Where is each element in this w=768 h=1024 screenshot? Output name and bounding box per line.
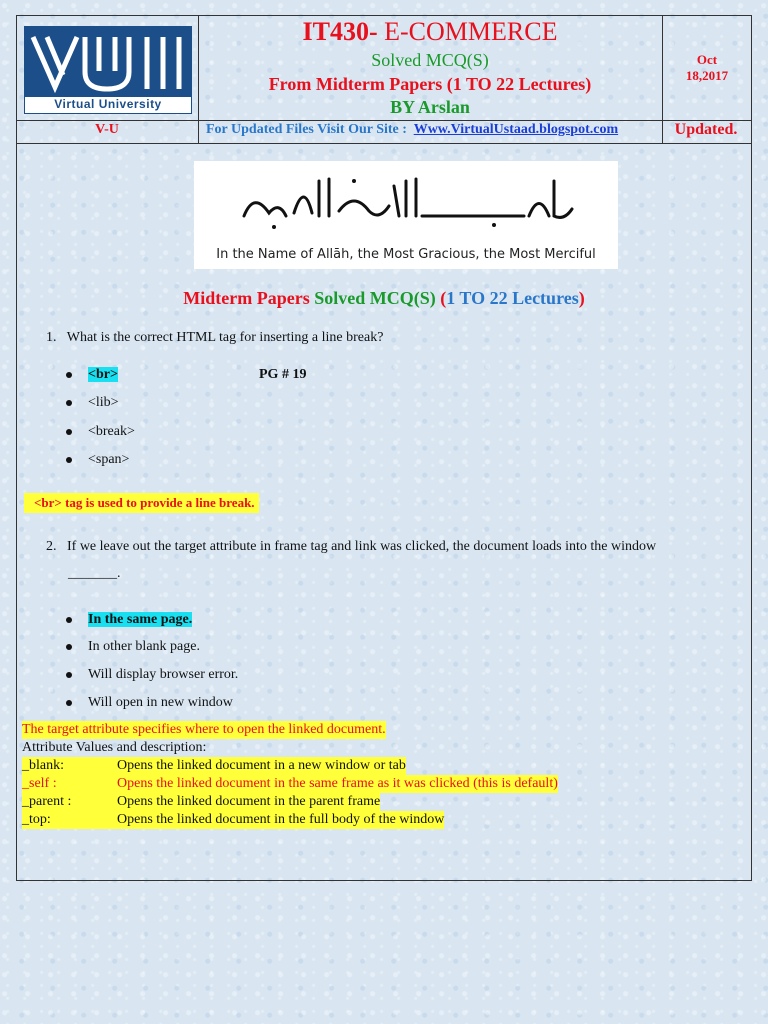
explanation-line-2: Attribute Values and description: (22, 740, 207, 755)
page-title (200, 17, 660, 47)
bullet-icon (66, 672, 72, 678)
list-item (66, 424, 135, 440)
question-number: 1. (46, 330, 57, 345)
attribute-desc: Opens the linked document in the same frame as it was clicked (this is default) (117, 776, 558, 791)
bullet-icon (66, 457, 72, 463)
visit-site-text (206, 122, 618, 138)
attribute-row-blank (22, 757, 406, 775)
attribute-key: _blank: (22, 758, 64, 773)
section-heading (16, 288, 752, 309)
site-link[interactable]: Www.VirtualUstaad.blogspot.com (413, 122, 619, 137)
bullet-icon (66, 400, 72, 406)
course-code: IT430- (302, 17, 378, 46)
attribute-desc: Opens the linked document in the parent frame (117, 794, 381, 809)
bullet-icon (66, 700, 72, 706)
bullet-icon (66, 429, 72, 435)
date-month: Oct (696, 52, 718, 67)
attribute-key: _top: (22, 812, 51, 827)
list-item (66, 395, 119, 411)
bismillah-banner (194, 161, 618, 269)
page-reference: PG # 19 (259, 367, 307, 382)
info-divider (16, 143, 752, 144)
option-text: Will display browser error. (88, 667, 239, 682)
attribute-key: _self : (22, 776, 57, 791)
header-divider (16, 120, 752, 121)
attribute-row-top (22, 811, 444, 829)
option-text: In other blank page. (88, 639, 200, 654)
logo-subtitle: Virtual University (54, 97, 162, 111)
correct-option: <br> (88, 367, 118, 382)
attribute-key: _parent : (22, 794, 72, 809)
question-1 (46, 330, 383, 346)
list-item (66, 639, 200, 655)
bismillah-translation: In the Name of Allāh, the Most Gracious, the Most Merciful (216, 247, 596, 262)
bullet-icon (66, 644, 72, 650)
heading-part-5: ) (578, 288, 585, 308)
attribute-row-parent (22, 793, 380, 811)
vu-label: V-U (95, 122, 119, 137)
author: BY Arslan (390, 97, 470, 117)
question-text: What is the correct HTML tag for inserting a line break? (66, 330, 384, 345)
question-2 (46, 539, 656, 555)
list-item (66, 667, 238, 683)
attribute-desc: Opens the linked document in the full body of the window (117, 812, 445, 827)
date (664, 52, 750, 84)
updated-badge: Updated. (674, 121, 738, 138)
date-day-year: 18,2017 (685, 68, 729, 83)
correct-option: In the same page. (88, 612, 193, 627)
list-item (66, 367, 118, 383)
heading-part-2: Solved MCQ(S) (314, 288, 436, 308)
question-number: 2. (46, 539, 57, 554)
attribute-desc: Opens the linked document in a new window or tab (117, 758, 406, 773)
option-text: <span> (88, 452, 130, 467)
question-blank: _______. (68, 566, 121, 581)
course-name: E-COMMERCE (384, 17, 558, 46)
list-item (66, 695, 233, 711)
list-item (66, 612, 192, 628)
answer-note: <br> tag is used to provide a line break. (24, 493, 259, 513)
bullet-icon (66, 372, 72, 378)
vu-logo (24, 26, 192, 114)
option-text: <lib> (88, 395, 119, 410)
visit-label: For Updated Files Visit Our Site : (206, 122, 407, 137)
calligraphy-image (194, 161, 618, 241)
explanation-line-1: The target attribute specifies where to open the linked document. (22, 722, 386, 737)
subtitle-solved: Solved MCQ(S) (371, 50, 489, 70)
vu-logo-mark (25, 27, 191, 97)
question-text: If we leave out the target attribute in frame tag and link was clicked, the document loads into the window (67, 539, 657, 554)
option-text: Will open in new window (88, 695, 233, 710)
heading-part-1: Midterm Papers (183, 288, 310, 308)
heading-part-4: 1 TO 22 Lectures (446, 288, 579, 308)
heading-part-3: ( (440, 288, 447, 308)
attribute-row-self (22, 775, 558, 793)
bullet-icon (66, 617, 72, 623)
header-col-divider-1 (198, 15, 199, 143)
option-text: <break> (88, 424, 135, 439)
list-item (66, 452, 129, 468)
subtitle-papers: From Midterm Papers (1 TO 22 Lectures) (268, 74, 592, 94)
